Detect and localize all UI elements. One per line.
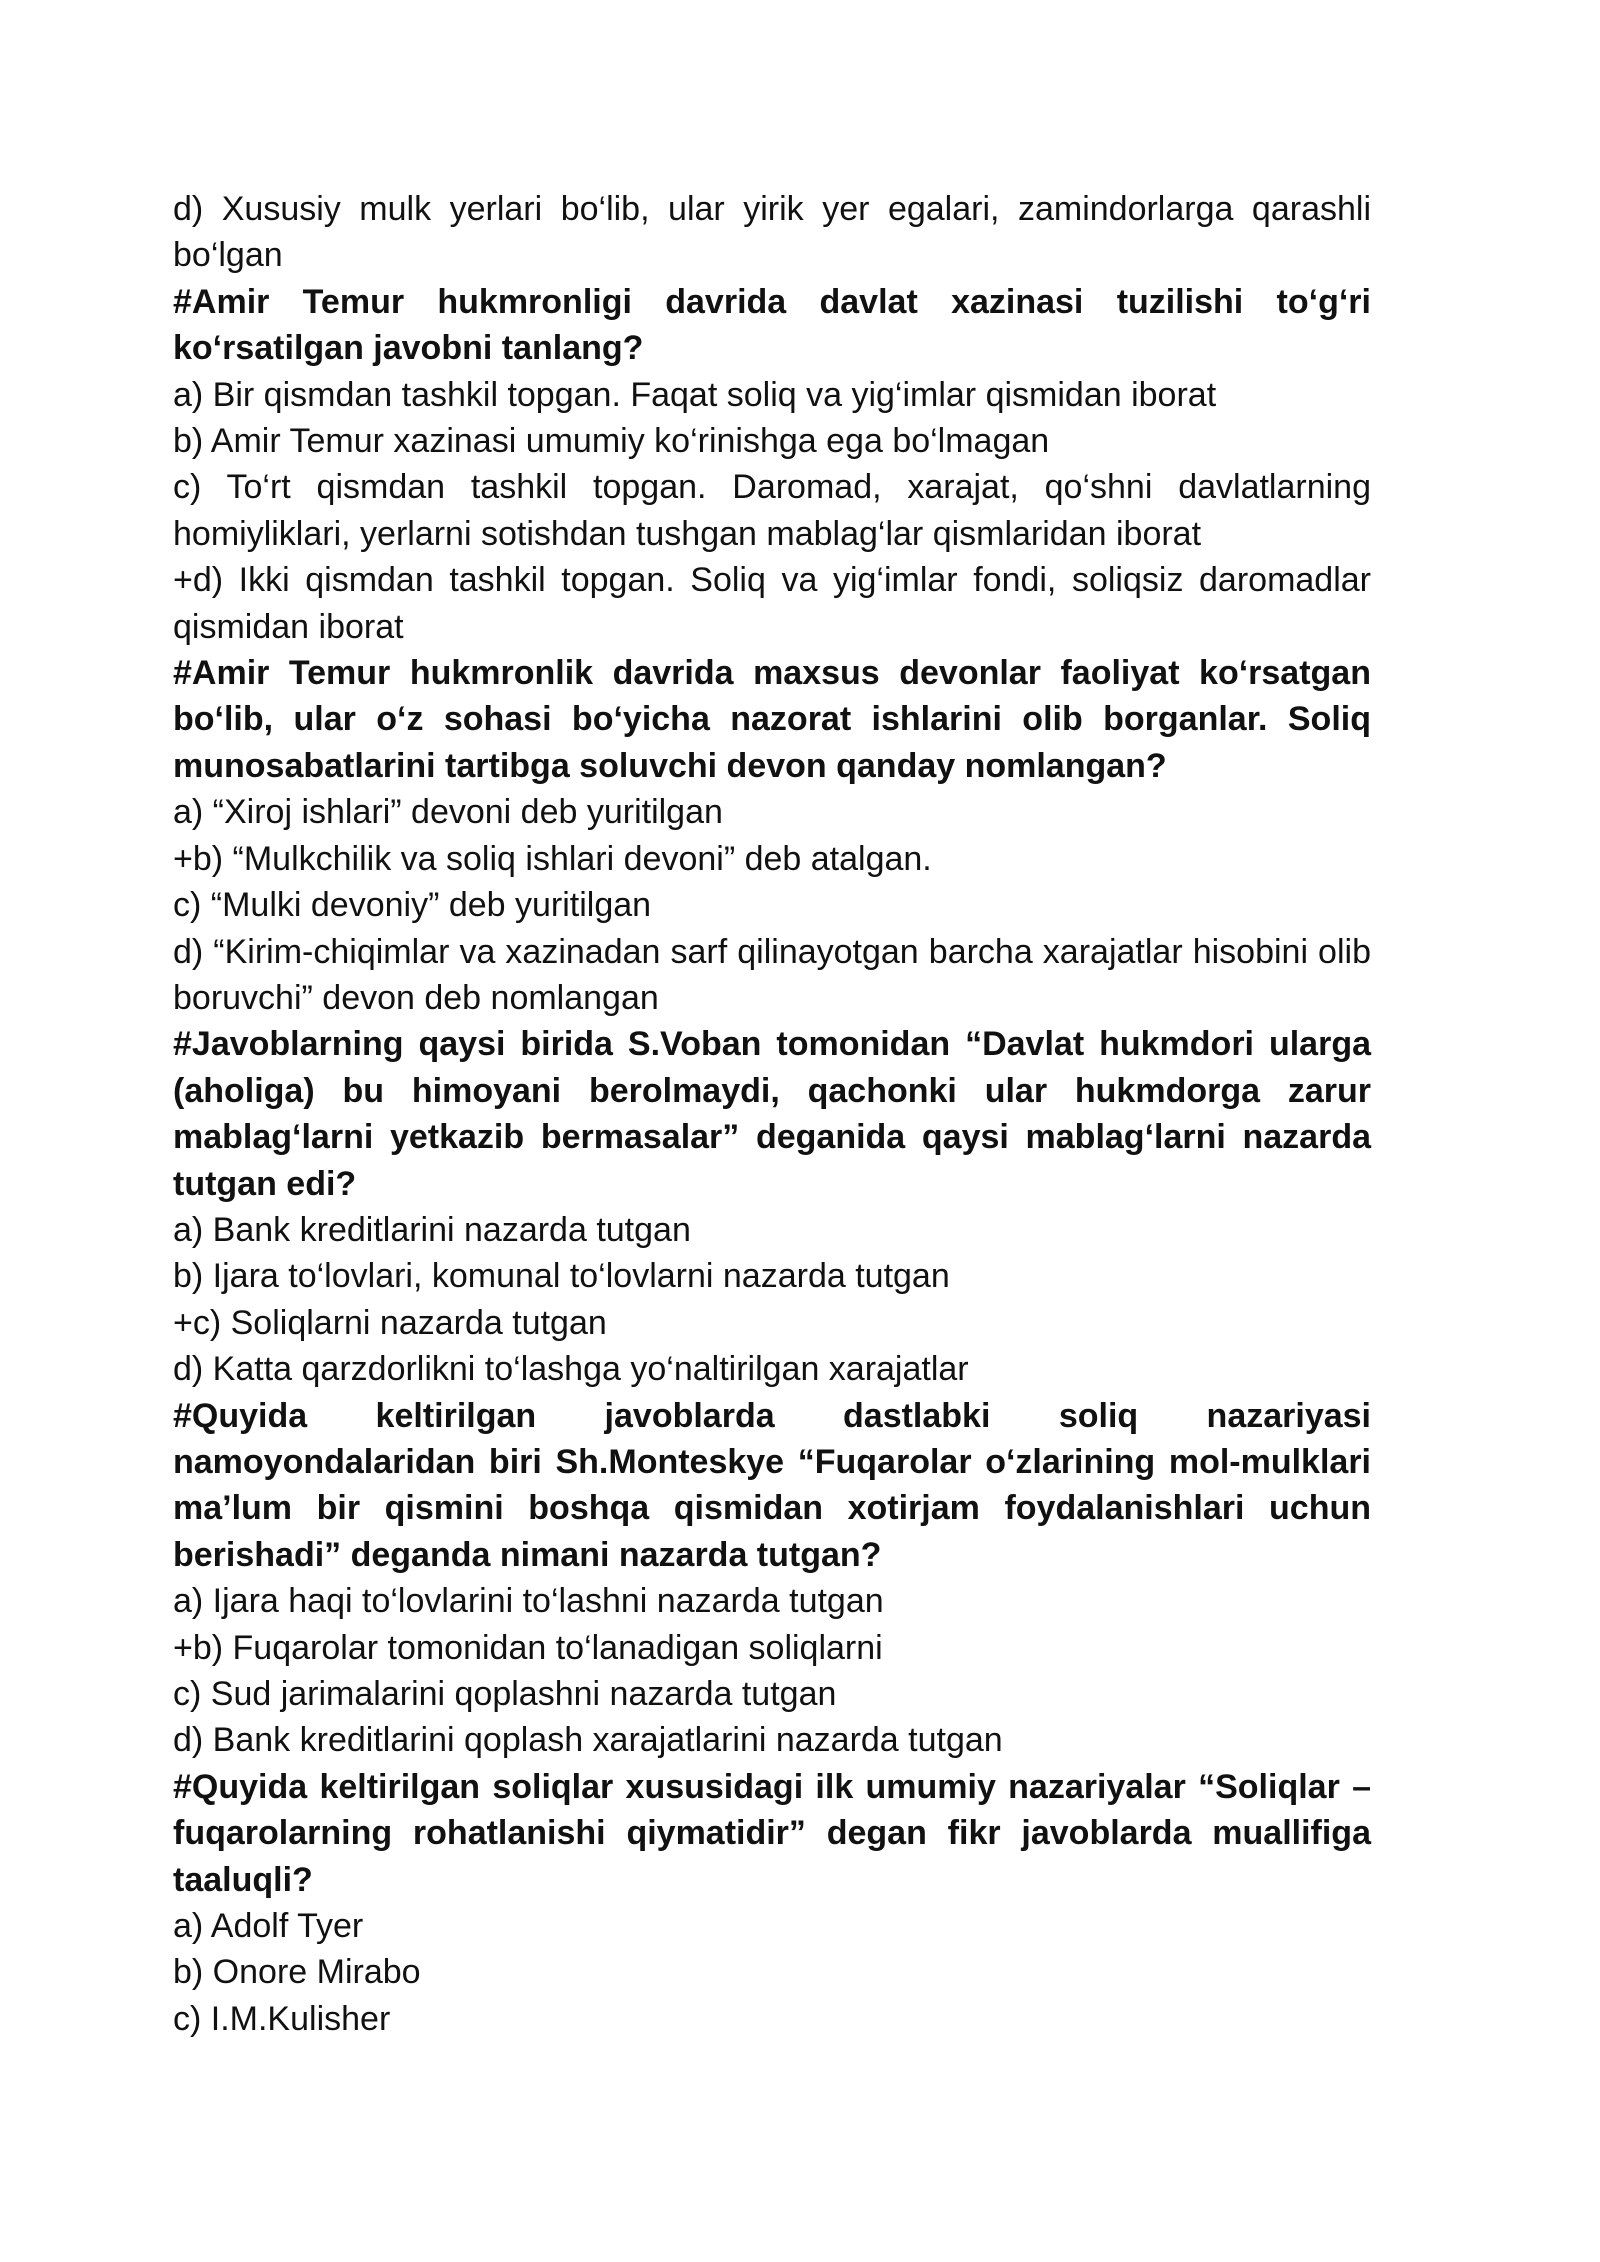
question: #Javoblarning qaysi birida S.Voban tomonidan “Davlat hukmdori ularga (aholiga) bu himoyani berolmaydi, qachonki ular hukmdorga zarur mablag‘larni yetkazib bermasalar” deganida qaysi mablag‘larni nazarda tutgan edi? <box>173 1025 1371 1203</box>
correct-answer-option: +c) Soliqlarni nazarda tutgan <box>173 1303 607 1342</box>
answer-option: c) To‘rt qismdan tashkil topgan. Daromad, xarajat, qo‘shni davlatlarning homiyliklari, yerlarni sotishdan tushgan mablag‘lar qismlaridan iborat <box>173 468 1371 553</box>
answer-option: b) Onore Mirabo <box>173 1953 421 1992</box>
answer-option: a) “Xiroj ishlari” devoni deb yuritilgan <box>173 793 723 832</box>
question: #Quyida keltirilgan javoblarda dastlabki soliq nazariyasi namoyondalaridan biri Sh.Monteskye “Fuqarolar o‘zlarining mol-mulklari ma’lum bir qismini boshqa qismidan xotirjam foydalanishlari uchun berishadi” deganda nimani nazarda tutgan? <box>173 1396 1371 1574</box>
correct-answer-option: +b) Fuqarolar tomonidan to‘lanadigan soliqlarni <box>173 1628 883 1667</box>
answer-option: d) Bank kreditlarini qoplash xarajatlarini nazarda tutgan <box>173 1721 1003 1760</box>
answer-option: d) Xususiy mulk yerlari bo‘lib, ular yirik yer egalari, zamindorlarga qarashli bo‘lgan <box>173 190 1371 275</box>
answer-option: a) Bank kreditlarini nazarda tutgan <box>173 1210 691 1249</box>
answer-option: c) I.M.Kulisher <box>173 1999 391 2038</box>
question: #Quyida keltirilgan soliqlar xususidagi ilk umumiy nazariyalar “Soliqlar – fuqarolarning rohatlanishi qiymatidir” degan fikr javoblarda muallifiga taaluqli? <box>173 1767 1371 1899</box>
question: #Amir Temur hukmronligi davrida davlat xazinasi tuzilishi to‘g‘ri ko‘rsatilgan javobni tanlang? <box>173 282 1371 368</box>
answer-option: a) Adolf Tyer <box>173 1907 364 1946</box>
answer-option: d) “Kirim-chiqimlar va xazinadan sarf qilinayotgan barcha xarajatlar hisobini olib boruvchi” devon deb nomlangan <box>173 932 1371 1017</box>
correct-answer-option: +b) “Mulkchilik va soliq ishlari devoni” deb atalgan. <box>173 839 932 878</box>
answer-option: a) Bir qismdan tashkil topgan. Faqat soliq va yig‘imlar qismidan iborat <box>173 375 1217 414</box>
document-page <box>173 186 1371 2042</box>
answer-option: b) Amir Temur xazinasi umumiy ko‘rinishga ega bo‘lmagan <box>173 422 1050 461</box>
answer-option: c) Sud jarimalarini qoplashni nazarda tutgan <box>173 1675 837 1713</box>
answer-option: d) Katta qarzdorlikni to‘lashga yo‘naltirilgan xarajatlar <box>173 1350 969 1389</box>
answer-option: a) Ijara haqi to‘lovlarini to‘lashni nazarda tutgan <box>173 1582 884 1621</box>
answer-option: b) Ijara to‘lovlari, komunal to‘lovlarni nazarda tutgan <box>173 1257 950 1296</box>
question: #Amir Temur hukmronlik davrida maxsus devonlar faoliyat ko‘rsatgan bo‘lib, ular o‘z sohasi bo‘yicha nazorat ishlarini olib borganlar. Soliq munosabatlarini tartibga soluvchi devon qanday nomlangan? <box>173 654 1371 785</box>
correct-answer-option: +d) Ikki qismdan tashkil topgan. Soliq va yig‘imlar fondi, soliqsiz daromadlar qismidan iborat <box>173 561 1371 646</box>
answer-option: c) “Mulki devoniy” deb yuritilgan <box>173 886 652 925</box>
